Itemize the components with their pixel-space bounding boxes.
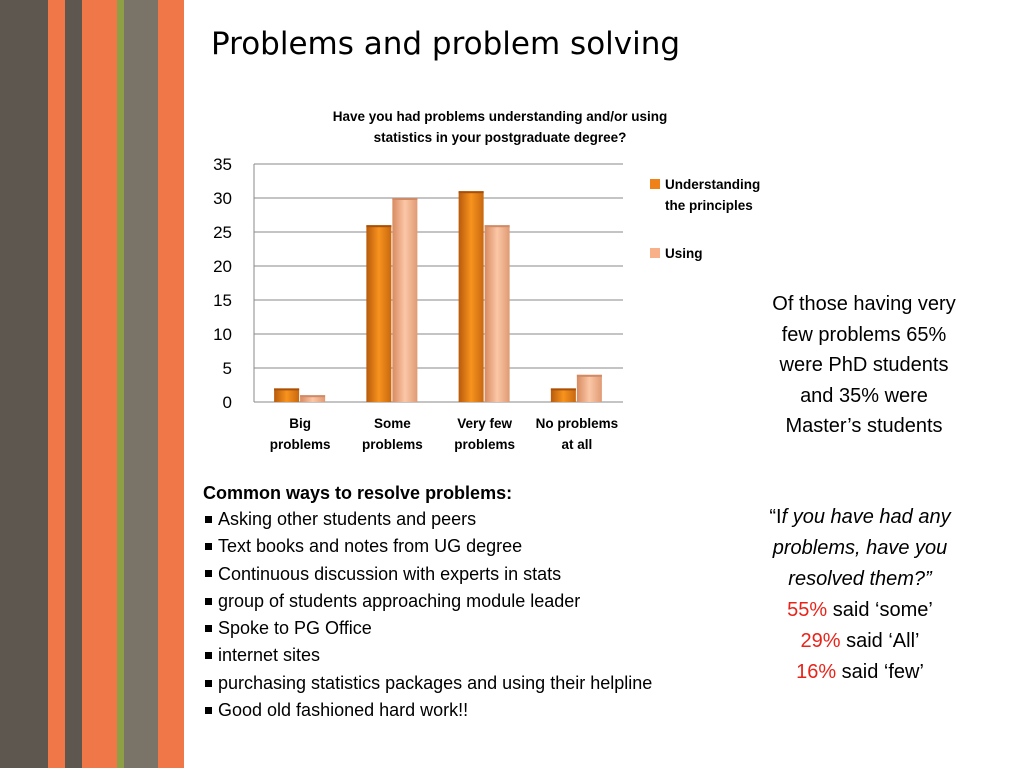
- chart-title-line: Have you had problems understanding and/or using: [332, 109, 668, 124]
- bullet-icon: [205, 516, 212, 523]
- note-line: were PhD students: [779, 354, 949, 376]
- list-item: [203, 642, 733, 669]
- bullet-icon: [205, 707, 212, 714]
- y-tick-label: 25: [213, 223, 232, 242]
- answer-line: [740, 595, 980, 626]
- answer-percent: 16%: [796, 661, 837, 683]
- note-line: Master’s students: [785, 415, 943, 437]
- list-item-text: group of students approaching module leader: [218, 590, 581, 611]
- bar: [485, 225, 510, 402]
- bar: [577, 375, 602, 402]
- bar-top: [551, 388, 576, 390]
- stripe: [48, 0, 65, 768]
- legend-label-line: the principles: [665, 198, 753, 213]
- chart-title-line: statistics in your postgraduate degree?: [373, 130, 627, 145]
- list-item-text: Asking other students and peers: [218, 509, 477, 529]
- list-item-text: purchasing statistics packages and using their helpline: [218, 672, 653, 693]
- chart-legend: [650, 174, 790, 264]
- stripe: [0, 0, 48, 768]
- list-item-text: Spoke to PG Office: [218, 618, 372, 639]
- phd-masters-note: [745, 289, 983, 442]
- bullet-icon: [205, 543, 212, 550]
- answer-line: [740, 626, 980, 657]
- bar-top: [459, 191, 484, 193]
- stripe: [65, 0, 82, 768]
- survey-quote: [740, 502, 980, 688]
- answer-text: said ‘some’: [827, 599, 933, 621]
- legend-item-understanding: [650, 174, 790, 216]
- bar-chart: [190, 150, 640, 470]
- bar: [551, 388, 576, 402]
- quote-line: f you have had any: [781, 506, 951, 528]
- x-tick-label: at all: [561, 437, 593, 452]
- y-tick-label: 30: [213, 189, 232, 208]
- legend-swatch: [650, 179, 660, 189]
- bar-top: [366, 225, 391, 227]
- x-tick-label: problems: [269, 437, 331, 452]
- note-line: and 35% were: [800, 384, 928, 407]
- bar: [392, 198, 417, 402]
- list-item: [203, 670, 733, 697]
- bullet-icon: [205, 570, 212, 577]
- list-item: [203, 561, 733, 588]
- y-tick-label: 15: [213, 291, 232, 310]
- list-item-text: internet sites: [218, 645, 321, 666]
- x-tick-label: Big: [289, 416, 311, 431]
- x-tick-label: Very few: [457, 416, 513, 431]
- bar: [274, 388, 299, 402]
- list-item: [203, 615, 733, 642]
- legend-label-line: Using: [665, 246, 703, 261]
- y-tick-label: 20: [213, 257, 232, 276]
- answer-percent: 55%: [787, 599, 828, 621]
- bar-top: [392, 198, 417, 200]
- answer-line: [740, 657, 980, 688]
- x-tick-label: Some: [373, 416, 411, 431]
- bullet-icon: [205, 652, 212, 659]
- bar: [459, 191, 484, 402]
- bar-top: [300, 395, 325, 397]
- note-line: Of those having very: [772, 293, 956, 315]
- answer-percent: 29%: [800, 630, 841, 652]
- y-tick-label: 10: [213, 325, 232, 344]
- answer-text: said ‘All’: [840, 630, 920, 652]
- list-item: [203, 588, 733, 615]
- quote-question: [740, 502, 980, 533]
- resolve-list: [203, 506, 733, 724]
- x-tick-label: No problems: [535, 416, 619, 431]
- quote-line: problems, have you: [772, 537, 948, 559]
- list-item-text: Good old fashioned hard work!!: [218, 700, 469, 721]
- resolve-heading: Common ways to resolve problems:: [203, 483, 513, 503]
- decorative-stripes: [0, 0, 184, 768]
- list-item: [203, 533, 733, 560]
- bar: [366, 225, 391, 402]
- quote-open: “I: [769, 506, 782, 528]
- resolve-section: [203, 480, 733, 724]
- bar-top: [274, 388, 299, 390]
- legend-item-using: [650, 243, 790, 264]
- legend-swatch: [650, 248, 660, 258]
- answer-text: said ‘few’: [836, 661, 924, 683]
- bullet-icon: [205, 680, 212, 687]
- legend-label-line: Understanding: [665, 177, 761, 192]
- y-tick-label: 0: [222, 393, 232, 412]
- y-tick-label: 35: [213, 155, 232, 174]
- y-tick-label: 5: [222, 359, 232, 378]
- stripe: [117, 0, 124, 768]
- x-tick-label: problems: [454, 437, 516, 452]
- stripe: [82, 0, 117, 768]
- list-item: [203, 506, 733, 533]
- bar-top: [485, 225, 510, 227]
- bullet-icon: [205, 625, 212, 632]
- stripe: [158, 0, 184, 768]
- note-line: few problems 65%: [781, 323, 947, 346]
- bullet-icon: [205, 598, 212, 605]
- x-tick-label: problems: [361, 437, 423, 452]
- list-item-text: Continuous discussion with experts in stats: [218, 563, 562, 584]
- list-item: [203, 697, 733, 724]
- bar-top: [577, 375, 602, 377]
- slide-title: Problems and problem solving: [211, 26, 681, 62]
- list-item-text: Text books and notes from UG degree: [218, 536, 523, 557]
- stripe: [124, 0, 158, 768]
- chart-title: [300, 106, 700, 148]
- quote-line: resolved them?”: [788, 568, 932, 590]
